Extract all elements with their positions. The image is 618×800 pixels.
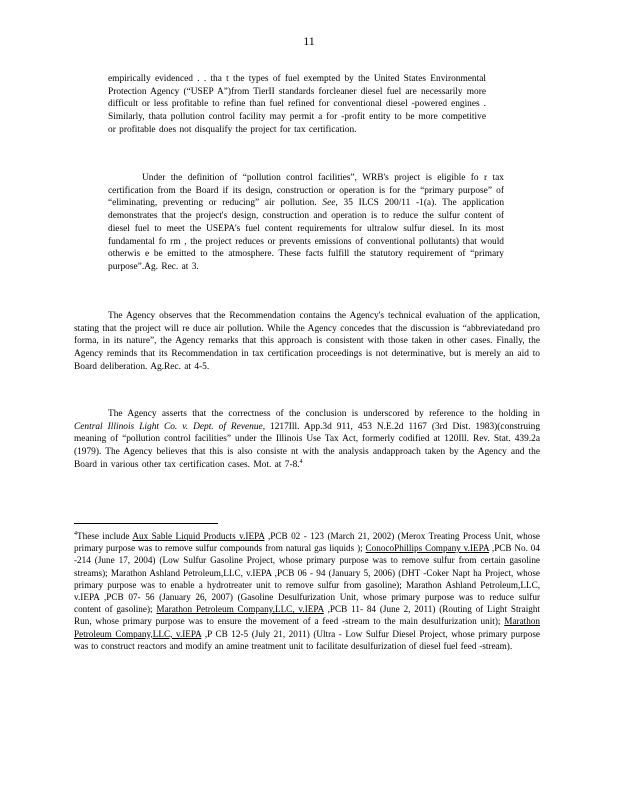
footnote-text: ,PCB No. 04 -214 (June 17, 2004) (Low Sulfur Gasoline Project, whose primary purpose was to remove sulfur from certain gasoline streams); Marathon Ashland Petroleum,LLC, v.IEPA ,PCB 06 - 94 (January 5, 2006) (DHT -Coker Napt ha Project, whose primary purpose was to enable a hydrotreater unit to remove sulfur from gasoline); Marathon Ashland Petroleum,LLC, v.IEPA ,PCB 07- 56 (January 26, 2007) (Gasoline Desulfurization Unit, whose primary purpose was to reduce sulfur content of gasoline); — [74, 543, 540, 615]
paragraph-agency-asserts-text-cont: , 1217Ill. App.3d 911, 453 N.E.2d 1167 (3rd Dist. 1983)(construing meaning of “pollution control facilities” under the Illinois Use Tax Act, formerly codified at 120Ill. Rev. Stat. 439.2a (1979). The Agency believes that this is also consiste nt with the analysis andapproach taken by the Agency and the Board in various other tax certification cases. Mot. at 7-8. — [74, 421, 541, 470]
paragraph-definition — [108, 172, 504, 274]
footnote-divider — [74, 523, 218, 524]
see-signal: See, — [322, 198, 338, 209]
paragraph-definition-text: Under the definition of “pollution control facilities”, WRB's project is eligible fo r tax certification from the Board if its design, construction or operation is for the “primary purpose” of “eliminating, preventing or reducing” air pollution. — [108, 173, 504, 209]
footnote-text: These include — [77, 531, 133, 541]
footnote-text: ,PCB 11- 84 (June 2, 2011) (Routing of Light Straight Run, whose primary purpose was to ensure the movement of a feed -stream to the main desulfurization unit); — [74, 604, 540, 627]
case-citation-central-illinois: Central Illinois Light Co. v. Dept. of Revenue — [74, 421, 263, 432]
footnote-text: ,P CB 12-5 (July 21, 2011) (Ultra - Low Sulfur Diesel Project, whose primary purpose was to construct reactors and modify an amine treatment unit to facilitate desulfurization of diesel fuel feed -stream). — [74, 628, 540, 651]
case-citation-marathon-petroleum-2: Marathon Petroleum Company,LLC, v.IEPA — [74, 616, 540, 639]
case-citation-conocophillips: ConocoPhillips Company v.IEPA — [365, 543, 490, 554]
paragraph-empirical-text: empirically evidenced . . tha t the types of fuel exempted by the United States Environmental Protection Agency (“USEP A”)from TierII standards forcleaner diesel fuel are necessarily more difficult or less profitable to refine than fuel refined for conventional diesel -powered engines . Similarly, thata pollution control facility may permit a for -profit entity to be more competitive or profitable does not disqualify the project for tax certification. — [108, 74, 486, 135]
footnote-text: ,PCB 02 - 123 (March 21, 2002) (Merox Treating Process Unit, whose primary purpose was to remove sulfur compounds from natural gas liquids ); — [74, 531, 540, 554]
page-number: 11 — [303, 34, 315, 48]
paragraph-agency-asserts-text: The Agency asserts that the correctness of the conclusion is underscored by reference to the holding in — [108, 409, 540, 419]
paragraph-agency-observes — [74, 310, 540, 374]
case-citation-aux-sable: Aux Sable Liquid Products v.IEPA — [132, 531, 265, 541]
case-citation-marathon-petroleum-1: Marathon Petroleum Company,LLC, v.IEPA — [156, 604, 324, 615]
paragraph-agency-observes-text: The Agency observes that the Recommendation contains the Agency's technical evaluation of the application, stating that the project will re duce air pollution. While the Agency concedes that the discussion is “abbreviatedand pro forma, in its nature”, the Agency remarks that this approach is consistent with those taken in other cases. Finally, the Agency reminds that its Recommendation in tax certification proceedings is not determinative, but is merely an aid to Board deliberation. Ag.Rec. at 4-5. — [74, 311, 540, 372]
footnote-reference: 4 — [299, 458, 303, 465]
footnote — [74, 530, 540, 652]
paragraph-empirical — [108, 73, 486, 137]
footnote-marker: 4 — [74, 531, 77, 537]
paragraph-definition-text-cont: 35 ILCS 200/11 -1(a). The application demonstrates that the project's design, construction and operation is to reduce the sulfur content of diesel fuel to meet the USEPA's fuel content requirements for ultralow sulfur diesel. In its most fundamental fo rm , the project reduces or prevents emissions of conventional pollutants) that would otherwis e be emitted to the atmosphere. These facts fulfill the statutory requirement of “primary purpose”.Ag. Rec. at 3. — [108, 198, 505, 272]
paragraph-agency-asserts — [74, 408, 540, 472]
